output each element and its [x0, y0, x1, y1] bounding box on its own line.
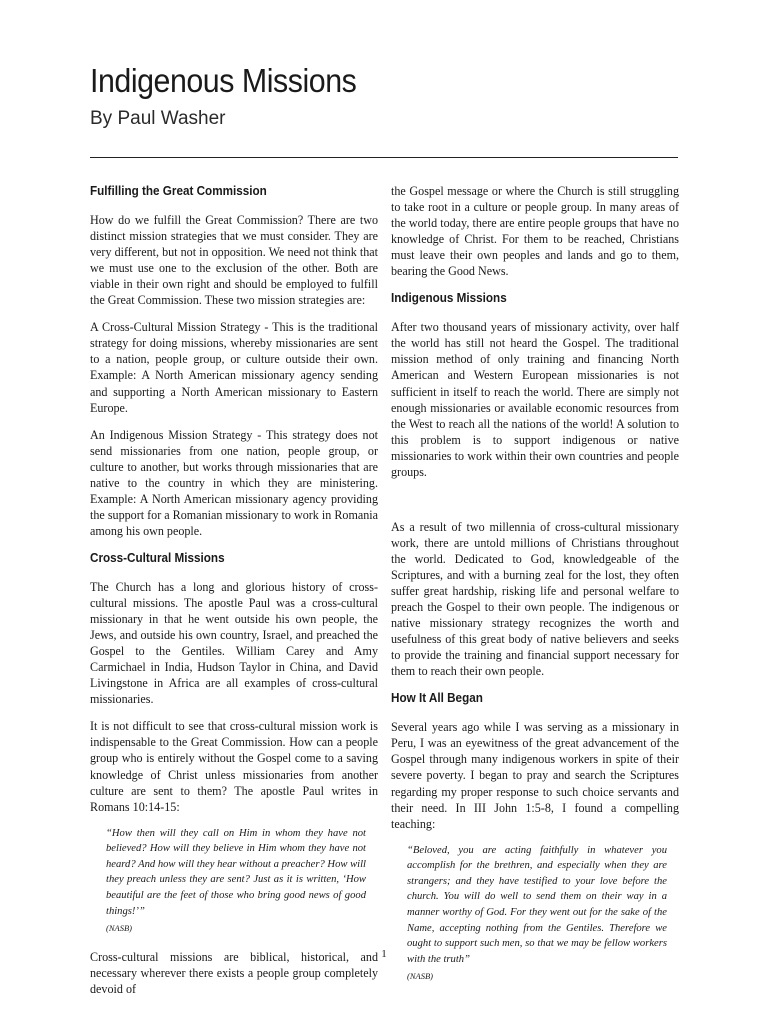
quote-citation: (NASB) [407, 971, 433, 982]
right-column [391, 183, 679, 997]
author-byline: By Paul Washer [90, 108, 226, 129]
page-number: 1 [381, 948, 387, 960]
paragraph: After two thousand years of missionary activity, over half the world has still not heard the Gospel. The traditional mission method of only training and financing North American and Western European missionaries is not sufficient in itself to reach the world. There are simply not enough missionaries or available economic resources from the West to reach all the nations of the world! A solution to this problem is to support indigenous or native missionaries to work within their own countries and people groups. [391, 320, 679, 479]
title-divider [90, 157, 678, 158]
paragraph: the Gospel message or where the Church is still struggling to take root in a culture or people group. In many areas of the world today, there are entire people groups that have no knowledge of Christ. For them to be reached, Christians must leave their own peoples and lands and go to them, bearing the Good News. [391, 184, 679, 279]
paragraph: Several years ago while I was serving as a missionary in Peru, I was an eyewitness of the great advancement of the Gospel through many indigenous workers in spite of their severe poverty. I began to pray and search the Scriptures regarding my proper response to such choice servants and their need. In III John 1:5-8, I found a compelling teaching: [391, 720, 679, 831]
document-title: Indigenous Missions [90, 62, 357, 99]
section-heading-indigenous: Indigenous Missions [391, 290, 507, 306]
paragraph: Cross-cultural missions are biblical, historical, and necessary wherever there exists a people group completely devoid of [90, 949, 378, 996]
paragraph: An Indigenous Mission Strategy - This strategy does not send missionaries from one nation, people group, or culture to another, but works through missionaries that are native to the country in which they are ministering. Example: A North American missionary agency providing the support for a Romanian missionary to work in Romania among his own people. [90, 427, 378, 538]
paragraph: As a result of two millennia of cross-cultural missionary work, there are untold millions of Christians throughout the world. Dedicated to God, knowledgeable of the Scriptures, and with a burning zeal for the lost, they often suffer great hardship, risking life and personal welfare to preach the Gospel to their own people. The indigenous or native missionary strategy recognizes the worth and usefulness of this great body of native believers and seeks to provide the training and financial support necessary for them to reach their own people. [391, 519, 679, 679]
paragraph: A Cross-Cultural Mission Strategy - This is the traditional strategy for doing missions, whereby missionaries are sent to a nation, people group, or culture outside their own. Example: A North American missionary agency sending and supporting a North American missionary to Eastern Europe. [90, 320, 378, 415]
section-heading-cross-cultural: Cross-Cultural Missions [90, 549, 225, 565]
paragraph: How do we fulfill the Great Commission? There are two distinct mission strategies that we must consider. They are very different, but not in opposition. We need not think that we must use one to the exclusion of the other. Both are viable in their own right and should be employed to fulfill the Great Commission. These two mission strategies are: [90, 213, 378, 308]
quote-text: “How then will they call on Him in whom they have not believed? How will they believe in Him whom they have not heard? And how will they hear without a preacher? How will they preach unless they are sent? Just as it is written, ‘How beautiful are the feet of those who bring good news of good things!’” [106, 827, 366, 917]
section-heading-how-it-began: How It All Began [391, 690, 483, 706]
left-column [90, 183, 378, 1008]
quote-text: “Beloved, you are acting faithfully in whatever you accomplish for the brethren, and especially when they are strangers; and they have testified to your love before the church. You will do well to send them on their way in a manner worthy of God. For they went out for the sake of the Name, accepting nothing from the Gentiles. Therefore we ought to support such men, so that we may be fellow workers with the truth” [407, 844, 667, 965]
scripture-quote-romans [106, 826, 366, 937]
scripture-quote-john [407, 843, 667, 985]
paragraph: The Church has a long and glorious history of cross-cultural missions. The apostle Paul was a cross-cultural missionary in that he went outside his own people, the Jews, and outside his own country, Israel, and preached the Gospel to the Gentiles. William Carey and Amy Carmichael in India, Hudson Taylor in China, and David Livingstone in Africa are all examples of cross-cultural missionaries. [90, 579, 378, 707]
paragraph: It is not difficult to see that cross-cultural mission work is indispensable to the Great Commission. How can a people group who is entirely without the Gospel come to a saving knowledge of Christ unless missionaries from another culture are sent to them? The apostle Paul writes in Romans 10:14-15: [90, 719, 378, 814]
quote-citation: (NASB) [106, 923, 132, 934]
section-heading-fulfilling: Fulfilling the Great Commission [90, 183, 267, 198]
